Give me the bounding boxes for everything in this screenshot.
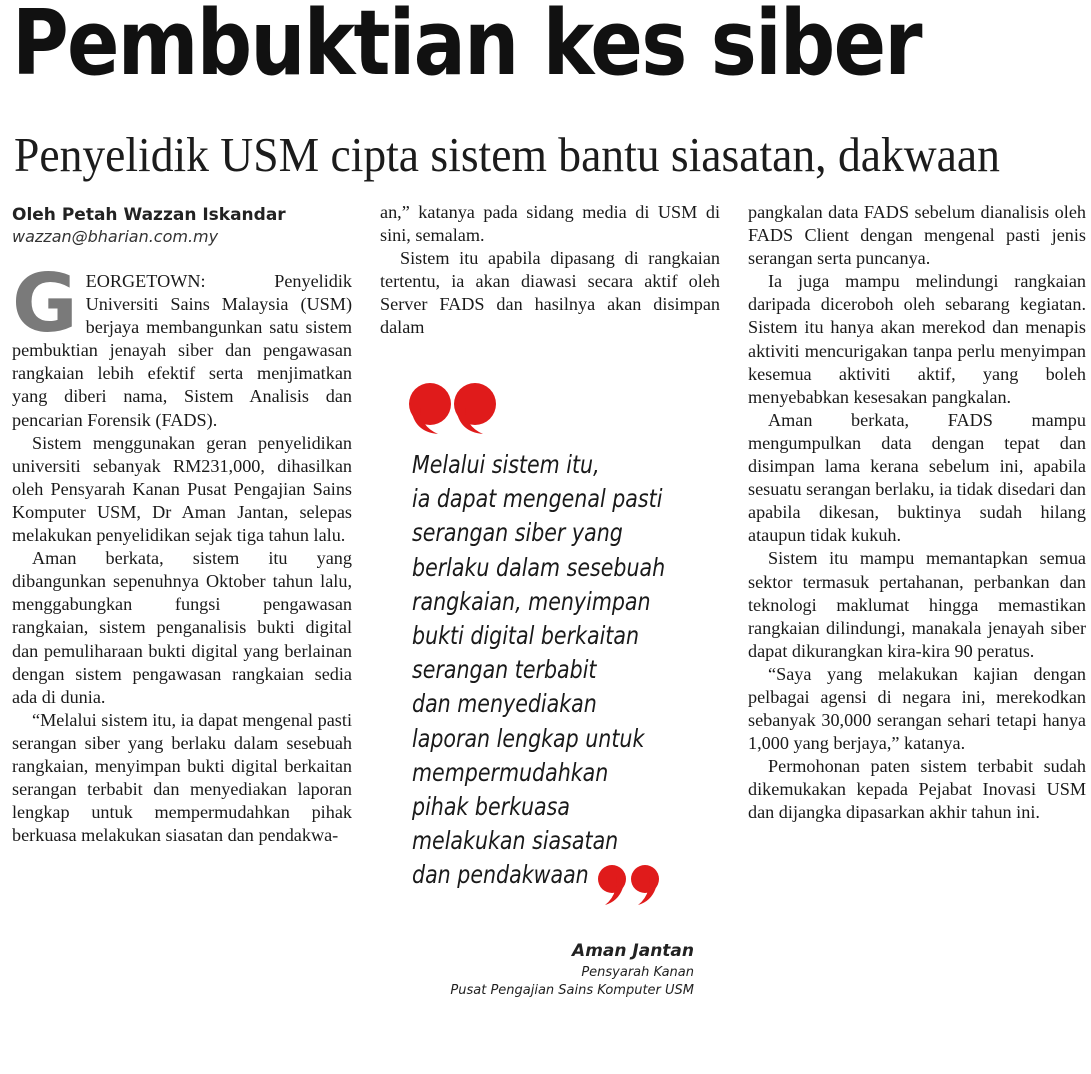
quote-line: pihak berkuasa — [412, 792, 570, 822]
quote-line: dan pendakwaan — [412, 860, 589, 890]
quote-line: Melalui sistem itu, — [412, 450, 600, 479]
quote-author-role: Pensyarah Kanan — [581, 965, 694, 980]
paragraph: Sistem itu apabila dipasang di rangkaian tertentu, ia akan diawasi secara aktif oleh Server FADS dan hasilnya akan disimpan dalam — [380, 248, 720, 338]
paragraph: an,” katanya pada sidang media di USM di sini, semalam. — [380, 202, 720, 246]
quote-line: rangkaian, menyimpan — [412, 586, 651, 616]
quote-line: melakukan siasatan — [412, 826, 619, 856]
paragraph: Ia juga mampu melindungi rangkaian daripada diceroboh oleh sebarang kegiatan. Sistem itu hanya akan merekod dan menapis aktiviti mencurigakan tanpa perlu menyimpan kesemua aktiviti aktif, yang boleh menyebabkan kesesakan pangkalan. — [748, 271, 1086, 407]
quote-author: Aman Jantan — [572, 941, 694, 961]
paragraph: Sistem menggunakan geran penyelidikan universiti sebanyak RM231,000, dihasilkan oleh Pensyarah Kanan Pusat Pengajian Sains Komputer USM, Dr Aman Jantan, selepas melakukan penyelidikan sejak tiga tahun lalu. — [12, 432, 352, 546]
quote-attribution — [450, 938, 694, 1000]
paragraph: EORGETOWN: Penyelidik Universiti Sains Malaysia (USM) berjaya membangunkan satu sistem pembuktian jenayah siber dan pengawasan rangkaian lebih efektif serta menjimatkan yang diberi nama, Sistem Analisis dan pencarian Forensik (FADS). — [12, 271, 352, 430]
paragraph: “Saya yang melakukan kajian dengan pelbagai agensi di negara ini, merekodkan sebanyak 30,000 serangan sehari tetapi hanya 1,000 yang berjaya,” katanya. — [748, 663, 1086, 754]
article-column-3 — [748, 201, 1086, 825]
pull-quote-text — [412, 448, 664, 893]
paragraph: pangkalan data FADS sebelum dianalisis oleh FADS Client dengan mengenal pasti jenis serangan serta puncanya. — [748, 202, 1086, 269]
byline-author: Oleh Petah Wazzan Iskandar — [12, 205, 286, 225]
quote-line: bukti digital berkaitan — [412, 621, 640, 651]
open-quote-icon — [408, 378, 500, 436]
dropcap: G — [12, 257, 78, 350]
byline — [12, 204, 286, 248]
article-column-2 — [380, 201, 720, 340]
paragraph: Permohonan paten sistem terbabit sudah dikemukakan kepada Pejabat Inovasi USM dan dijangka dipasarkan akhir tahun ini. — [748, 756, 1086, 823]
quote-line: laporan lengkap untuk — [412, 723, 645, 753]
pull-quote — [398, 372, 718, 1012]
quote-line: serangan terbabit — [412, 655, 597, 685]
quote-line: mempermudahkan — [412, 757, 609, 787]
quote-line: serangan siber yang — [412, 518, 623, 548]
quote-line: ia dapat mengenal pasti — [412, 484, 663, 514]
quote-line: berlaku dalam sesebuah — [412, 552, 666, 582]
article-column-1 — [12, 257, 352, 847]
quote-line: dan menyediakan — [412, 689, 597, 719]
paragraph: Sistem itu mampu memantapkan semua sektor termasuk pertahanan, perbankan dan teknologi maklumat hingga memastikan rangkaian dilindungi, manakala jenayah siber dapat dikurangkan kira-kira 90 peratus. — [748, 548, 1086, 661]
paragraph: Aman berkata, FADS mampu mengumpulkan data dengan tepat dan disimpan lama kerana sebelum ini, apabila sesuatu serangan berlaku, ia tidak disedari dan apabila dikesan, buktinya sudah hilang ataupun tidak kukuh. — [748, 409, 1086, 546]
headline: Pembuktian kes siber — [12, 0, 921, 96]
byline-email: wazzan@bharian.com.my — [12, 227, 219, 246]
subheadline: Penyelidik USM cipta sistem bantu siasatan, dakwaan — [14, 127, 1000, 182]
paragraph: Aman berkata, sistem itu yang dibangunkan sepenuhnya Oktober tahun lalu, menggabungkan fungsi pengawasan rangkaian, sistem penganalisis bukti digital dan pemuliharaan bukti digital yang berlainan dengan sistem pengawasan rangkaian sedia ada di dunia. — [12, 548, 352, 707]
paragraph: “Melalui sistem itu, ia dapat mengenal pasti serangan siber yang berlaku dalam sesebuah rangkaian, menyimpan bukti digital berkaitan serangan terbabit dan menyediakan laporan lengkap untuk mempermudahkan pihak berkuasa melakukan siasatan dan pendakwa- — [12, 709, 352, 846]
close-quote-icon — [596, 864, 662, 906]
quote-author-affiliation: Pusat Pengajian Sains Komputer USM — [450, 983, 694, 998]
